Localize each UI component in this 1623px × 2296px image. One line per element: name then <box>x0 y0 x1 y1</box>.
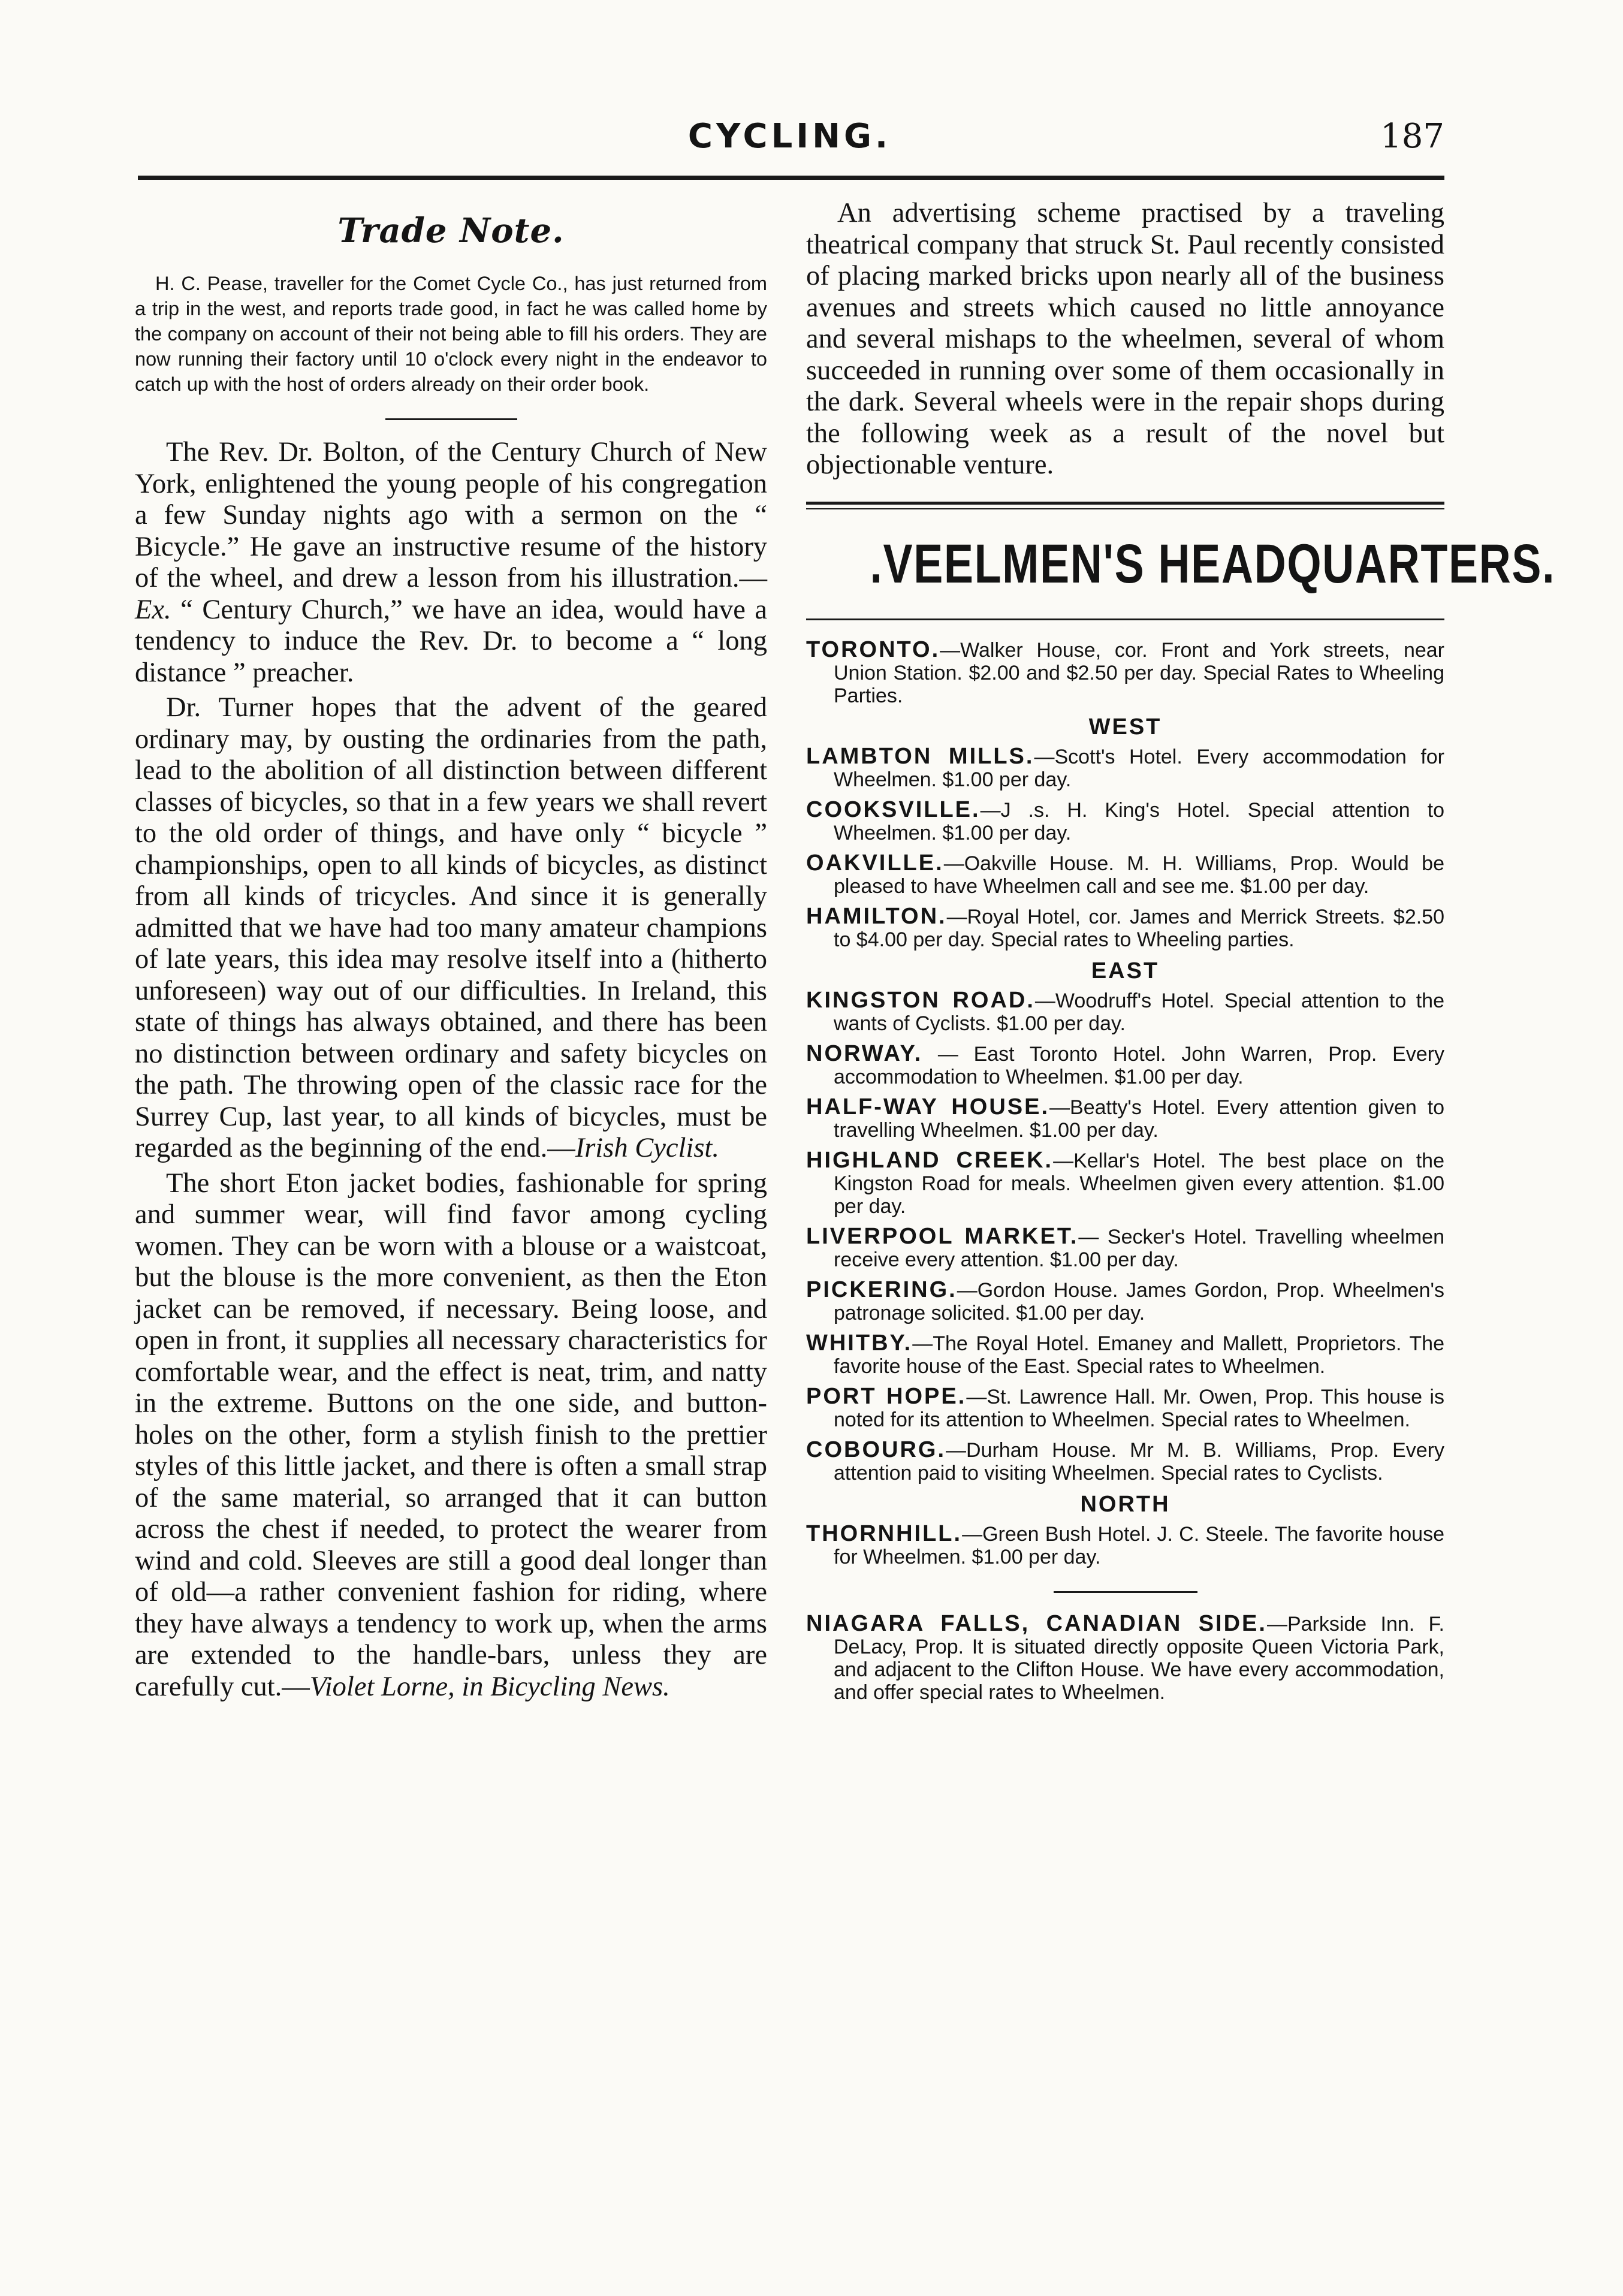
page-number: 187 <box>1380 117 1444 156</box>
listing-text: —The Royal Hotel. Emaney and Mallett, Proprietors. The favorite house of the East. Special rates to Wheelmen. <box>834 1332 1444 1378</box>
listing-place: THORNHILL. <box>806 1520 963 1546</box>
listing-place: PICKERING. <box>806 1277 957 1302</box>
region-east: EAST <box>1091 958 1160 983</box>
listing-text: —Scott's Hotel. Every accommodation for Wheelmen. $1.00 per day. <box>834 745 1445 791</box>
listing-place: KINGSTON ROAD. <box>806 987 1035 1013</box>
listing-whitby <box>806 1332 1444 1378</box>
article-attribution: Irish Cyclist. <box>575 1133 719 1163</box>
listing-text: —St. Lawrence Hall. Mr. Owen, Prop. This house is noted for its attention to Wheelmen. Special rates to Wheelmen. <box>834 1385 1444 1431</box>
listing-place: COBOURG. <box>806 1437 946 1462</box>
listing-hamilton <box>806 905 1444 951</box>
listing-place: OAKVILLE. <box>806 850 944 876</box>
listing-place: HALF-WAY HOUSE. <box>806 1094 1050 1120</box>
article-text: The short Eton jacket bodies, fashionable for spring and summer wear, will find favor among cycling women. They can be worn with a blouse or a waistcoat, but the blouse is the more convenient, as then the Eton jacket can be removed, if necessary. Being loose, and open in front, it supplies all necessary characteristics for comfortable wear, and the effect is neat, trim, and natty in the extreme. Buttons on the one side, and button-holes on the other, form a stylish finish to the prettier styles of this little jacket, and there is often a small strap of the same material, so arranged that it can button across the chest if needed, to protect the wearer from wind and cold. Sleeves are still a good deal longer than of old—a rather convenient fashion for riding, where they have always a tendency to work up, when the arms are extended to the handle-bars, unless they are carefully cut.— <box>135 1167 767 1702</box>
journal-title: CYCLING. <box>687 117 892 156</box>
listing-text: —Royal Hotel, cor. James and Merrick Streets. $2.50 to $4.00 per day. Special rates to Wheeling parties. <box>834 905 1444 951</box>
listing-kingston-road <box>806 989 1444 1035</box>
region-north: NORTH <box>1080 1491 1171 1517</box>
listing-norway <box>806 1042 1444 1088</box>
advert-rule <box>806 618 1444 620</box>
listing-pickering <box>806 1278 1444 1325</box>
directory-title: .VEELMEN'S HEADQUARTERS. <box>870 533 1556 595</box>
listing-text: —Kellar's Hotel. The best place on the Kingston Road for meals. Wheelmen given every attention. $1.00 per day. <box>834 1149 1444 1218</box>
advert-top-rule <box>806 502 1444 514</box>
listing-cobourg <box>806 1438 1444 1485</box>
listing-text: — Secker's Hotel. Travelling wheelmen receive every attention. $1.00 per day. <box>834 1225 1444 1271</box>
listing-highland-creek <box>806 1149 1444 1218</box>
listing-liverpool-market <box>806 1225 1444 1271</box>
region-west: WEST <box>1088 714 1162 740</box>
article-text: The Rev. Dr. Bolton, of the Century Church of New York, enlightened the young people of his congregation a few Sunday nights ago with a sermon on the “ Bicycle.” He gave an instructive resume of the history of the wheel, and drew a lesson from his illustration.— <box>135 437 767 593</box>
article-eton-jacket <box>135 1168 767 1703</box>
trade-note-heading: Trade Note. <box>337 211 565 251</box>
listing-cooksville <box>806 798 1444 844</box>
article-bolton <box>135 437 767 689</box>
listing-oakville <box>806 852 1444 898</box>
listing-text: —Parkside Inn. F. DeLacy, Prop. It is situated directly opposite Queen Victoria Park, and adjacent to the Clifton House. We have every accommodation, and offer special rates to Wheelmen. <box>834 1612 1444 1704</box>
listing-lambton-mills <box>806 745 1444 791</box>
listing-text: —Woodruff's Hotel. Special attention to the wants of Cyclists. $1.00 per day. <box>834 989 1444 1035</box>
listing-place: PORT HOPE. <box>806 1383 967 1409</box>
listing-place: WHITBY. <box>806 1330 913 1356</box>
listing-toronto <box>806 638 1444 707</box>
listing-place: COOKSVILLE. <box>806 796 981 822</box>
listing-place: NIAGARA FALLS, CANADIAN SIDE. <box>806 1610 1267 1636</box>
listing-text: —Walker House, cor. Front and York streets, near Union Station. $2.00 and $2.50 per day. Special Rates to Wheeling Parties. <box>834 638 1444 707</box>
listing-text: —Gordon House. James Gordon, Prop. Wheelmen's patronage solicited. $1.00 per day. <box>834 1278 1444 1325</box>
listing-text: —Green Bush Hotel. J. C. Steele. The favorite house for Wheelmen. $1.00 per day. <box>834 1522 1444 1568</box>
right-column <box>806 198 1556 1711</box>
listing-place: TORONTO. <box>806 636 940 662</box>
article-advertising-scheme: An advertising scheme practised by a traveling theatrical company that struck St. Paul recently consisted of placing marked bricks upon nearly all of the business avenues and streets which caused no little annoyance and several mishaps to the wheelmen, several of whom succeeded in running over some of them occasionally in the dark. Several wheels were in the repair shops during the following week as a result of the novel but objectionable venture. <box>806 198 1444 480</box>
listing-text: —Beatty's Hotel. Every attention given to travelling Wheelmen. $1.00 per day. <box>834 1096 1444 1142</box>
listing-place: HAMILTON. <box>806 903 947 929</box>
listing-text: —Oakville House. M. H. Williams, Prop. Would be pleased to have Wheelmen call and see me. $1.00 per day. <box>834 852 1444 898</box>
running-head <box>135 117 1444 165</box>
left-column <box>135 198 767 1706</box>
article-text: Dr. Turner hopes that the advent of the geared ordinary may, by ousting the ordinaries from the path, lead to the abolition of all distinction between different classes of bicycles, so that in a few years we shall revert to the old order of things, and have only “ bicycle ” championships, open to all kinds of bicycles, as distinct from all kinds of tricycles. And since it is generally admitted that we have had too many amateur champions of late years, this idea may resolve itself into a (hitherto unforeseen) way out of our difficulties. In Ireland, this state of things has always obtained, and there has been no distinction between ordinary and safety bicycles on the path. The throwing open of the classic race for the Surrey Cup, last year, to all kinds of bicycles, must be regarded as the beginning of the end.— <box>135 692 767 1163</box>
trade-note-text: H. C. Pease, traveller for the Comet Cycle Co., has just returned from a trip in the west, and reports trade good, in fact he was called home by the company on account of their not being able to fill his orders. They are now running their factory until 10 o'clock every night in the endeavor to catch up with the host of orders already on their order book. <box>135 273 767 395</box>
header-rule <box>138 176 1444 180</box>
article-attribution: Violet Lorne, in Bicycling News. <box>309 1671 670 1702</box>
section-divider <box>1054 1591 1197 1593</box>
listing-place: LAMBTON MILLS. <box>806 743 1034 769</box>
listing-niagara-falls <box>806 1612 1444 1704</box>
listing-place: LIVERPOOL MARKET. <box>806 1223 1079 1249</box>
listing-half-way-house <box>806 1096 1444 1142</box>
listing-place: HIGHLAND CREEK. <box>806 1147 1054 1173</box>
listing-place: NORWAY. <box>806 1040 923 1066</box>
listing-text: —J .s. H. King's Hotel. Special attention to Wheelmen. $1.00 per day. <box>834 798 1444 844</box>
section-divider <box>385 418 517 420</box>
article-attribution: Ex. <box>135 594 171 625</box>
listing-text: —Durham House. Mr M. B. Williams, Prop. Every attention paid to visiting Wheelmen. Special rates to Cyclists. <box>834 1438 1444 1485</box>
article-text: “ Century Church,” we have an idea, would have a tendency to induce the Rev. Dr. to become a “ long distance ” preacher. <box>135 594 767 688</box>
listing-text: — East Toronto Hotel. John Warren, Prop. Every accommodation to Wheelmen. $1.00 per day. <box>834 1042 1444 1088</box>
listing-port-hope <box>806 1385 1444 1431</box>
listing-thornhill <box>806 1522 1444 1568</box>
article-turner <box>135 692 767 1164</box>
